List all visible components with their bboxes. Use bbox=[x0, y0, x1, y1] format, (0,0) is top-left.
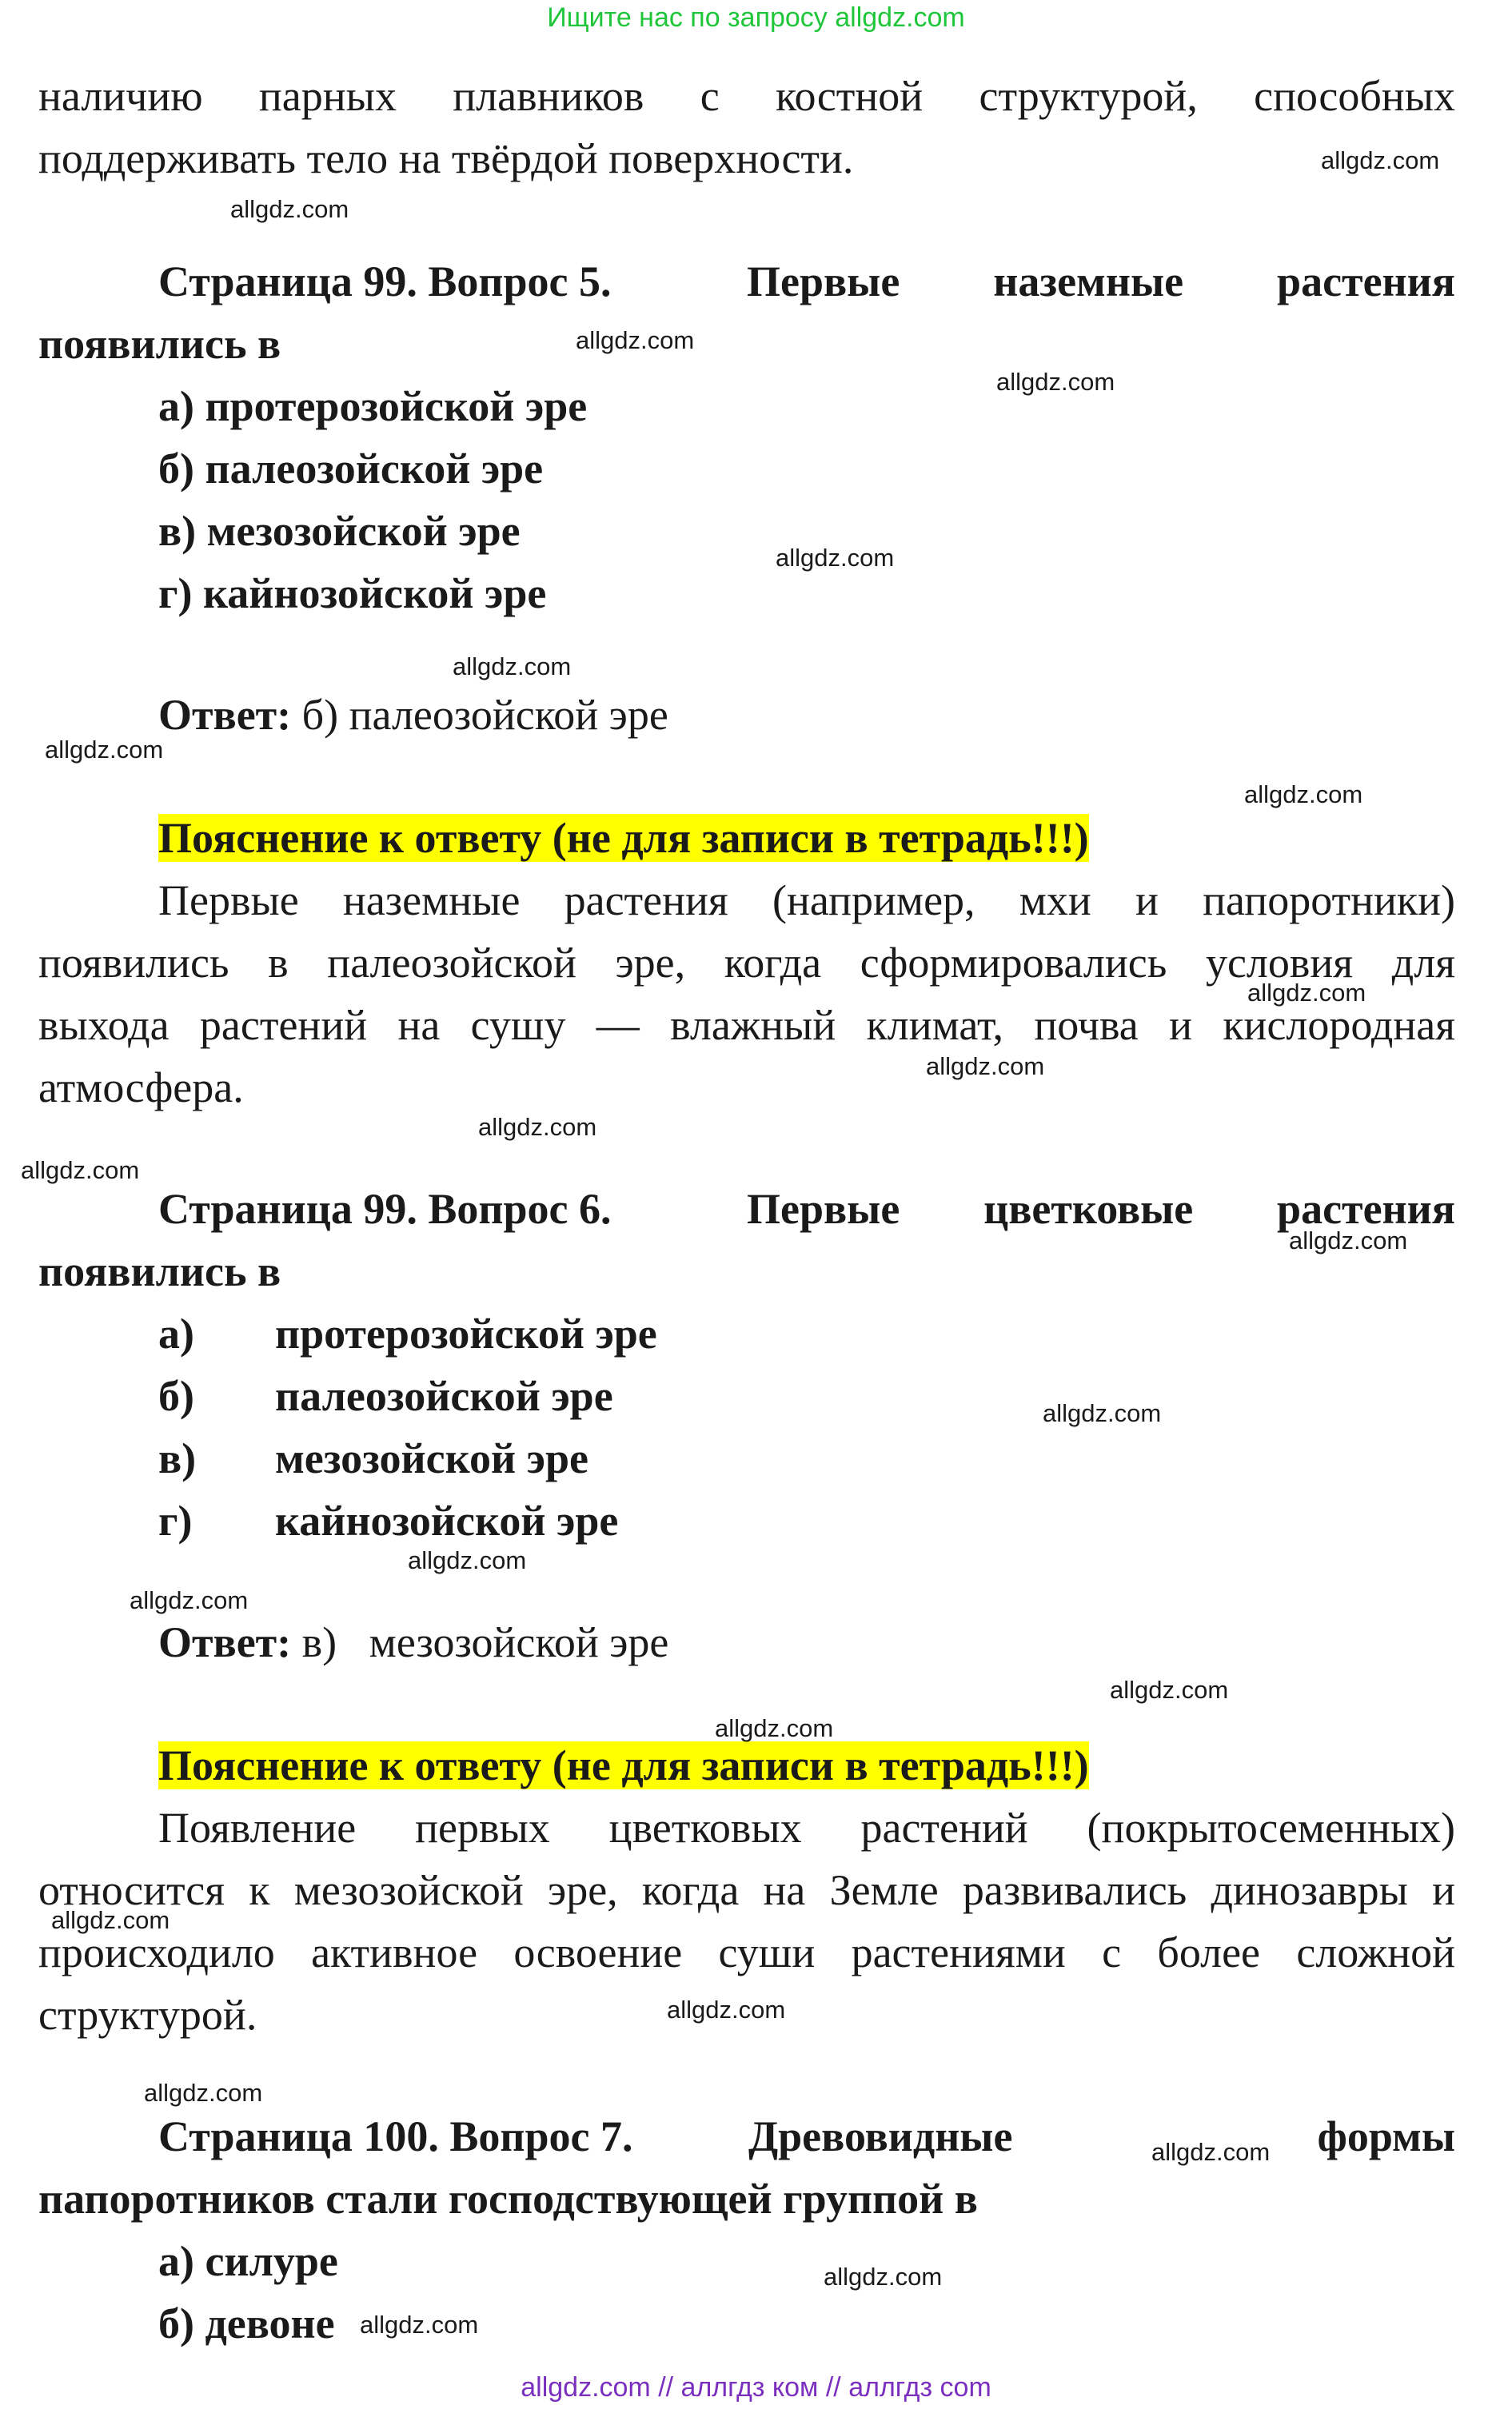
watermark: allgdz.com bbox=[1244, 780, 1363, 808]
q5-page-ref: Страница 99. Вопрос 5. bbox=[158, 257, 612, 305]
q6-heading bbox=[158, 1179, 1455, 1239]
q5-title-part-2: появились в bbox=[38, 320, 281, 368]
q5-explanation-line-3: выхода растений на сушу — влажный климат, почва и кислородная bbox=[38, 1001, 1455, 1049]
watermark: allgdz.com bbox=[230, 195, 349, 223]
watermark: allgdz.com bbox=[1289, 1226, 1408, 1254]
q6-answer-text: в) мезозойской эре bbox=[291, 1618, 669, 1666]
watermark: allgdz.com bbox=[21, 1156, 140, 1184]
watermark: allgdz.com bbox=[1110, 1676, 1229, 1704]
q5-title-text: Первые наземные растения bbox=[747, 257, 1455, 305]
watermark: allgdz.com bbox=[715, 1714, 834, 1742]
q7-page-ref: Страница 100. Вопрос 7. bbox=[158, 2112, 633, 2160]
q6-explanation-line-4: структурой. bbox=[38, 1991, 257, 2039]
bottom-footer[interactable]: allgdz.com // аллгдз ком // аллгдз com bbox=[521, 2372, 991, 2403]
watermark: allgdz.com bbox=[996, 368, 1115, 396]
q6-title-text: Первые цветковые растения bbox=[747, 1185, 1455, 1233]
watermark: allgdz.com bbox=[51, 1906, 170, 1934]
q5-option-b: б) палеозойской эре bbox=[158, 445, 544, 493]
watermark: allgdz.com bbox=[1321, 146, 1440, 174]
q6-answer-label: Ответ: bbox=[158, 1618, 292, 1666]
watermark: allgdz.com bbox=[776, 544, 895, 572]
q7-option-a: а) силуре bbox=[158, 2237, 338, 2285]
q6-explanation-line-2: относится к мезозойской эре, когда на Земле развивались динозавры и bbox=[38, 1866, 1455, 1914]
q5-explanation-line-1: Первые наземные растения (например, мхи и папоротники) bbox=[158, 876, 1455, 924]
q7-title-part-2: папоротников стали господствующей группой в bbox=[38, 2175, 978, 2223]
watermark: allgdz.com bbox=[1247, 979, 1366, 1007]
q6-answer bbox=[158, 1612, 668, 1673]
watermark: allgdz.com bbox=[576, 326, 695, 354]
q6-option-a bbox=[158, 1303, 657, 1364]
q5-explanation-line-2: появились в палеозойской эре, когда сформировались условия для bbox=[38, 939, 1455, 987]
q7-option-b: б) девоне bbox=[158, 2299, 335, 2347]
watermark: allgdz.com bbox=[1151, 2138, 1271, 2166]
q6-option-c bbox=[158, 1428, 588, 1489]
watermark: allgdz.com bbox=[130, 1586, 249, 1614]
watermark: allgdz.com bbox=[1043, 1399, 1162, 1427]
watermark: allgdz.com bbox=[144, 2079, 263, 2107]
q6-option-a-text: протерозойской эре bbox=[275, 1310, 657, 1358]
watermark: allgdz.com bbox=[408, 1546, 527, 1574]
q7-title-word-2: формы bbox=[1317, 2112, 1455, 2160]
q6-explanation-line-1: Появление первых цветковых растений (покрытосеменных) bbox=[158, 1804, 1455, 1852]
q6-option-c-letter: в) bbox=[158, 1434, 197, 1482]
q6-explanation-highlight: Пояснение к ответу (не для записи в тетрадь!!!) bbox=[158, 1741, 1089, 1789]
watermark: allgdz.com bbox=[360, 2311, 479, 2339]
q6-option-d bbox=[158, 1490, 618, 1551]
q5-title-part-1 bbox=[747, 251, 1455, 312]
q5-option-d: г) кайнозойской эре bbox=[158, 569, 547, 617]
q6-explanation-line-3: происходило активное освоение суши растениями с более сложной bbox=[38, 1928, 1455, 1976]
watermark: allgdz.com bbox=[478, 1113, 597, 1141]
watermark: allgdz.com bbox=[667, 1996, 786, 2024]
intro-line-2: поддерживать тело на твёрдой поверхности. bbox=[38, 134, 854, 182]
watermark: allgdz.com bbox=[926, 1052, 1045, 1080]
q5-option-a: а) протерозойской эре bbox=[158, 382, 588, 430]
q6-option-d-letter: г) bbox=[158, 1497, 193, 1545]
q5-explanation-title bbox=[158, 808, 1089, 868]
q6-option-a-letter: а) bbox=[158, 1310, 194, 1358]
watermark: allgdz.com bbox=[824, 2263, 943, 2291]
q5-answer bbox=[158, 684, 668, 745]
top-banner[interactable]: Ищите нас по запросу allgdz.com bbox=[547, 2, 965, 33]
q5-option-c: в) мезозойской эре bbox=[158, 507, 521, 555]
q5-explanation-line-4: атмосфера. bbox=[38, 1063, 244, 1111]
watermark: allgdz.com bbox=[453, 652, 572, 680]
q5-explanation-highlight: Пояснение к ответу (не для записи в тетрадь!!!) bbox=[158, 814, 1089, 862]
q6-option-c-text: мезозойской эре bbox=[275, 1434, 588, 1482]
q6-option-b-text: палеозойской эре bbox=[275, 1372, 613, 1420]
q6-option-b bbox=[158, 1366, 613, 1426]
q6-title-part-2: появились в bbox=[38, 1247, 281, 1295]
q5-answer-label: Ответ: bbox=[158, 691, 292, 739]
q6-option-d-text: кайнозойской эре bbox=[275, 1497, 619, 1545]
q5-heading bbox=[158, 251, 1455, 312]
q6-page-ref: Страница 99. Вопрос 6. bbox=[158, 1185, 612, 1233]
watermark: allgdz.com bbox=[45, 736, 164, 764]
q7-title-word-1: Древовидные bbox=[748, 2112, 1013, 2160]
intro-line-1: наличию парных плавников с костной структурой, способных bbox=[38, 72, 1455, 120]
q5-answer-text: б) палеозойской эре bbox=[291, 691, 668, 739]
q6-explanation-title bbox=[158, 1735, 1089, 1796]
q6-option-b-letter: б) bbox=[158, 1372, 194, 1420]
